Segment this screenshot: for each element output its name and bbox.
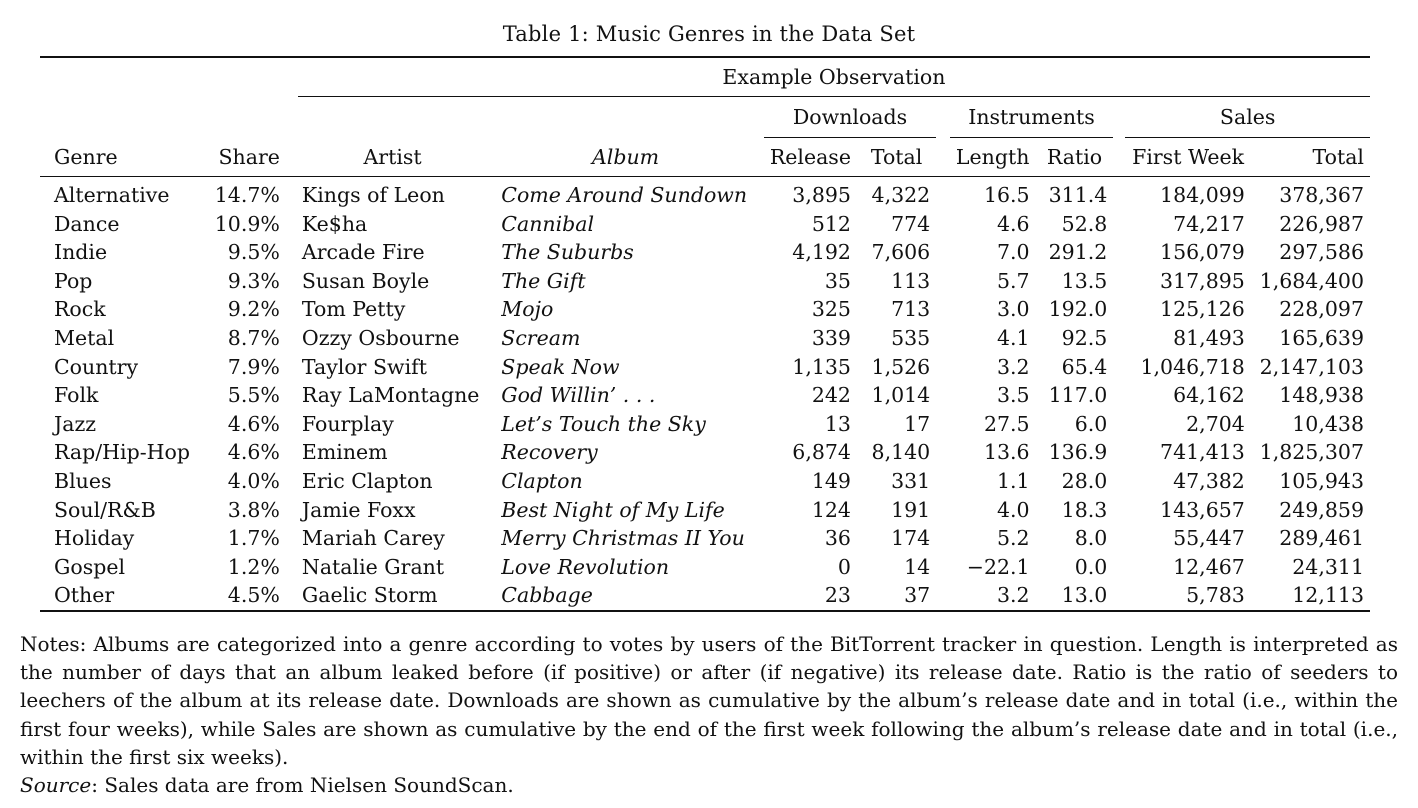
cell-genre: Dance bbox=[54, 211, 120, 236]
cell-release: 149 bbox=[811, 468, 851, 493]
cell-ratio: 311.4 bbox=[1048, 183, 1108, 208]
notes-text: Notes: Albums are categorized into a genre according to votes by users of the BitTorrent tracker in question. Length is interpreted as the number of days that an album leaked before (if positive) or after (if negative) its release date. Ratio is the ratio of seeders to leechers of the album at its release date. Downloads are shown as cumulative by the album’s release date and in total (i.e., within the first four weeks), while Sales are shown as cumulative by the end of the first week following the album’s release date and in total (i.e., within the first six weeks). bbox=[20, 632, 1398, 769]
column-gap bbox=[1113, 324, 1125, 353]
cell-ratio: 52.8 bbox=[1061, 211, 1108, 236]
column-gap bbox=[286, 295, 298, 324]
header-release: Release bbox=[769, 144, 851, 169]
column-gap bbox=[286, 238, 298, 267]
cell-share: 4.6% bbox=[227, 440, 280, 465]
column-gap bbox=[936, 238, 950, 267]
column-gap bbox=[1113, 238, 1125, 267]
cell-album: Love Revolution bbox=[501, 554, 670, 579]
cell-share: 5.5% bbox=[227, 383, 280, 408]
column-gap bbox=[936, 267, 950, 296]
cell-length: 1.1 bbox=[996, 468, 1030, 493]
column-gap bbox=[286, 410, 298, 439]
cell-genre: Rap/Hip-Hop bbox=[54, 440, 190, 465]
table-caption: Table 1: Music Genres in the Data Set bbox=[502, 22, 916, 46]
cell-share: 7.9% bbox=[227, 354, 280, 379]
cell-release: 0 bbox=[837, 554, 851, 579]
cell-album: God Willin’ . . . bbox=[501, 383, 656, 408]
cell-artist: Taylor Swift bbox=[301, 354, 427, 379]
table-row bbox=[40, 496, 1370, 525]
cell-album: The Suburbs bbox=[501, 240, 634, 265]
cell-length: −22.1 bbox=[966, 554, 1030, 579]
cell-sales-total: 378,367 bbox=[1279, 183, 1364, 208]
cell-release: 4,192 bbox=[792, 240, 851, 265]
cell-artist: Ray LaMontagne bbox=[301, 383, 480, 408]
cell-ratio: 6.0 bbox=[1074, 411, 1108, 436]
column-gap bbox=[286, 467, 298, 496]
cell-total: 1,526 bbox=[871, 354, 931, 379]
cell-ratio: 0.0 bbox=[1074, 554, 1108, 579]
table-body bbox=[40, 177, 1370, 611]
header-instruments: Instruments bbox=[950, 97, 1114, 138]
cell-sales-total: 1,825,307 bbox=[1259, 440, 1364, 465]
cell-sales-total: 1,684,400 bbox=[1259, 268, 1364, 293]
column-gap bbox=[286, 267, 298, 296]
cell-release: 242 bbox=[811, 383, 851, 408]
column-gap bbox=[1113, 467, 1125, 496]
table-row bbox=[40, 238, 1370, 267]
cell-first-week: 81,493 bbox=[1173, 326, 1245, 351]
cell-genre: Blues bbox=[54, 468, 112, 493]
cell-first-week: 47,382 bbox=[1173, 468, 1245, 493]
cell-genre: Pop bbox=[54, 268, 93, 293]
cell-album: The Gift bbox=[501, 268, 586, 293]
cell-album: Cannibal bbox=[501, 211, 595, 236]
column-gap bbox=[286, 438, 298, 467]
cell-total: 7,606 bbox=[871, 240, 931, 265]
column-gap bbox=[1113, 410, 1125, 439]
column-gap bbox=[1113, 177, 1125, 210]
cell-ratio: 18.3 bbox=[1061, 497, 1108, 522]
cell-ratio: 291.2 bbox=[1048, 240, 1108, 265]
column-gap bbox=[286, 353, 298, 382]
cell-ratio: 13.5 bbox=[1061, 268, 1108, 293]
cell-share: 9.2% bbox=[227, 297, 280, 322]
column-gap bbox=[936, 381, 950, 410]
header-downloads: Downloads bbox=[764, 97, 936, 138]
column-gap bbox=[1113, 581, 1125, 611]
header-length: Length bbox=[955, 144, 1030, 169]
table-row bbox=[40, 177, 1370, 210]
cell-first-week: 64,162 bbox=[1173, 383, 1245, 408]
cell-ratio: 13.0 bbox=[1061, 583, 1108, 608]
cell-length: 5.7 bbox=[996, 268, 1030, 293]
cell-first-week: 156,079 bbox=[1160, 240, 1245, 265]
cell-release: 124 bbox=[811, 497, 851, 522]
column-gap bbox=[1113, 438, 1125, 467]
table-row bbox=[40, 353, 1370, 382]
cell-total: 14 bbox=[904, 554, 931, 579]
cell-sales-total: 148,938 bbox=[1279, 383, 1364, 408]
cell-total: 37 bbox=[904, 583, 931, 608]
cell-sales-total: 289,461 bbox=[1279, 526, 1364, 551]
cell-share: 14.7% bbox=[214, 183, 280, 208]
cell-share: 9.3% bbox=[227, 268, 280, 293]
cell-share: 4.0% bbox=[227, 468, 280, 493]
cell-first-week: 74,217 bbox=[1173, 211, 1245, 236]
cell-length: 13.6 bbox=[983, 440, 1030, 465]
column-gap bbox=[1113, 353, 1125, 382]
column-gap bbox=[936, 496, 950, 525]
column-gap bbox=[936, 467, 950, 496]
column-gap bbox=[936, 581, 950, 611]
cell-artist: Eminem bbox=[301, 440, 388, 465]
header-artist: Artist bbox=[363, 144, 422, 169]
cell-artist: Tom Petty bbox=[301, 297, 406, 322]
cell-sales-total: 2,147,103 bbox=[1259, 354, 1364, 379]
cell-sales-total: 105,943 bbox=[1279, 468, 1364, 493]
cell-release: 3,895 bbox=[792, 183, 851, 208]
cell-artist: Ke$ha bbox=[301, 211, 368, 236]
column-gap bbox=[286, 553, 298, 582]
cell-length: 7.0 bbox=[996, 240, 1030, 265]
cell-album: Speak Now bbox=[501, 354, 620, 379]
cell-first-week: 184,099 bbox=[1160, 183, 1245, 208]
cell-genre: Other bbox=[54, 583, 115, 608]
cell-ratio: 136.9 bbox=[1048, 440, 1108, 465]
cell-release: 339 bbox=[811, 326, 851, 351]
column-gap bbox=[286, 496, 298, 525]
column-gap bbox=[286, 210, 298, 239]
cell-genre: Rock bbox=[54, 297, 106, 322]
column-gap bbox=[1113, 496, 1125, 525]
cell-share: 4.6% bbox=[227, 411, 280, 436]
column-gap bbox=[1113, 381, 1125, 410]
cell-share: 1.2% bbox=[227, 554, 280, 579]
table-row bbox=[40, 324, 1370, 353]
cell-sales-total: 228,097 bbox=[1279, 297, 1364, 322]
cell-genre: Alternative bbox=[54, 183, 170, 208]
table-row bbox=[40, 438, 1370, 467]
column-gap bbox=[1113, 295, 1125, 324]
header-genre: Genre bbox=[54, 144, 118, 169]
cell-length: 3.2 bbox=[996, 583, 1030, 608]
cell-release: 23 bbox=[824, 583, 851, 608]
cell-artist: Susan Boyle bbox=[301, 268, 430, 293]
cell-total: 174 bbox=[891, 526, 931, 551]
cell-release: 512 bbox=[811, 211, 851, 236]
cell-ratio: 8.0 bbox=[1074, 526, 1108, 551]
column-gap bbox=[936, 438, 950, 467]
cell-artist: Kings of Leon bbox=[301, 183, 445, 208]
column-gap bbox=[286, 581, 298, 611]
cell-length: 3.0 bbox=[996, 297, 1030, 322]
cell-first-week: 143,657 bbox=[1160, 497, 1245, 522]
cell-length: 5.2 bbox=[996, 526, 1030, 551]
table-row bbox=[40, 581, 1370, 611]
cell-first-week: 5,783 bbox=[1186, 583, 1245, 608]
cell-album: Cabbage bbox=[501, 583, 593, 608]
table-row bbox=[40, 267, 1370, 296]
header-album: Album bbox=[591, 144, 660, 169]
source-text: : Sales data are from Nielsen SoundScan. bbox=[91, 773, 514, 798]
cell-length: 27.5 bbox=[983, 411, 1030, 436]
table-row bbox=[40, 553, 1370, 582]
cell-artist: Arcade Fire bbox=[301, 240, 425, 265]
cell-total: 191 bbox=[891, 497, 931, 522]
column-gap bbox=[286, 324, 298, 353]
cell-length: 4.1 bbox=[996, 326, 1030, 351]
cell-total: 535 bbox=[891, 326, 931, 351]
cell-release: 1,135 bbox=[792, 354, 851, 379]
cell-total: 8,140 bbox=[871, 440, 931, 465]
column-gap bbox=[1113, 553, 1125, 582]
header-sales: Sales bbox=[1125, 97, 1370, 138]
cell-first-week: 55,447 bbox=[1173, 526, 1245, 551]
cell-share: 1.7% bbox=[227, 526, 280, 551]
cell-artist: Gaelic Storm bbox=[301, 583, 438, 608]
cell-total: 4,322 bbox=[871, 183, 931, 208]
cell-total: 331 bbox=[891, 468, 931, 493]
column-gap bbox=[936, 210, 950, 239]
column-gap bbox=[936, 553, 950, 582]
cell-album: Come Around Sundown bbox=[501, 183, 748, 208]
column-gap bbox=[936, 324, 950, 353]
cell-album: Scream bbox=[501, 326, 581, 351]
cell-length: 4.6 bbox=[996, 211, 1030, 236]
cell-length: 3.2 bbox=[996, 354, 1030, 379]
cell-sales-total: 226,987 bbox=[1279, 211, 1364, 236]
cell-album: Best Night of My Life bbox=[501, 497, 725, 522]
cell-artist: Fourplay bbox=[301, 411, 394, 436]
table-row bbox=[40, 210, 1370, 239]
cell-share: 8.7% bbox=[227, 326, 280, 351]
table-row bbox=[40, 524, 1370, 553]
cell-ratio: 65.4 bbox=[1061, 354, 1108, 379]
table-header bbox=[40, 57, 1370, 177]
cell-length: 3.5 bbox=[996, 383, 1030, 408]
source-label: Source bbox=[20, 773, 92, 798]
table-row bbox=[40, 381, 1370, 410]
column-gap bbox=[936, 177, 950, 210]
cell-artist: Jamie Foxx bbox=[301, 497, 416, 522]
cell-first-week: 1,046,718 bbox=[1140, 354, 1245, 379]
cell-sales-total: 12,113 bbox=[1292, 583, 1364, 608]
column-gap bbox=[936, 410, 950, 439]
cell-ratio: 192.0 bbox=[1048, 297, 1108, 322]
cell-release: 13 bbox=[824, 411, 851, 436]
table-row bbox=[40, 467, 1370, 496]
header-example-observation: Example Observation bbox=[298, 58, 1370, 97]
column-gap bbox=[1113, 210, 1125, 239]
column-gap bbox=[936, 295, 950, 324]
cell-ratio: 92.5 bbox=[1061, 326, 1108, 351]
column-gap bbox=[286, 524, 298, 553]
cell-share: 9.5% bbox=[227, 240, 280, 265]
cell-album: Recovery bbox=[501, 440, 598, 465]
column-gap bbox=[286, 177, 298, 210]
cell-total: 113 bbox=[891, 268, 931, 293]
cell-genre: Jazz bbox=[54, 411, 97, 436]
cell-total: 17 bbox=[904, 411, 931, 436]
cell-share: 10.9% bbox=[214, 211, 280, 236]
cell-artist: Natalie Grant bbox=[301, 554, 445, 579]
cell-total: 1,014 bbox=[871, 383, 931, 408]
cell-sales-total: 10,438 bbox=[1292, 411, 1364, 436]
cell-genre: Indie bbox=[54, 240, 108, 265]
cell-genre: Country bbox=[54, 354, 139, 379]
cell-album: Clapton bbox=[501, 468, 583, 493]
source-line bbox=[20, 771, 1398, 799]
header-ratio: Ratio bbox=[1046, 144, 1103, 169]
column-gap bbox=[1113, 524, 1125, 553]
cell-ratio: 117.0 bbox=[1048, 383, 1108, 408]
cell-release: 35 bbox=[824, 268, 851, 293]
cell-sales-total: 249,859 bbox=[1279, 497, 1364, 522]
cell-total: 713 bbox=[891, 297, 931, 322]
cell-ratio: 28.0 bbox=[1061, 468, 1108, 493]
cell-genre: Soul/R&B bbox=[54, 497, 156, 522]
cell-artist: Eric Clapton bbox=[301, 468, 433, 493]
cell-album: Let’s Touch the Sky bbox=[501, 411, 706, 436]
header-first-week: First Week bbox=[1132, 144, 1245, 169]
cell-first-week: 741,413 bbox=[1160, 440, 1245, 465]
header-sales-total: Total bbox=[1312, 144, 1364, 169]
cell-album: Merry Christmas II You bbox=[501, 526, 745, 551]
cell-genre: Holiday bbox=[54, 526, 135, 551]
column-gap bbox=[936, 524, 950, 553]
table-row bbox=[40, 410, 1370, 439]
cell-genre: Metal bbox=[54, 326, 115, 351]
cell-album: Mojo bbox=[501, 297, 554, 322]
cell-artist: Ozzy Osbourne bbox=[301, 326, 460, 351]
column-gap bbox=[936, 353, 950, 382]
cell-length: 16.5 bbox=[983, 183, 1030, 208]
column-gap bbox=[1113, 267, 1125, 296]
column-gap bbox=[286, 381, 298, 410]
cell-first-week: 125,126 bbox=[1160, 297, 1245, 322]
cell-first-week: 2,704 bbox=[1186, 411, 1245, 436]
cell-sales-total: 24,311 bbox=[1292, 554, 1364, 579]
cell-first-week: 12,467 bbox=[1173, 554, 1245, 579]
cell-artist: Mariah Carey bbox=[301, 526, 445, 551]
cell-release: 6,874 bbox=[792, 440, 851, 465]
cell-total: 774 bbox=[891, 211, 931, 236]
table-notes bbox=[20, 630, 1398, 799]
cell-sales-total: 297,586 bbox=[1279, 240, 1364, 265]
cell-release: 36 bbox=[824, 526, 851, 551]
cell-release: 325 bbox=[811, 297, 851, 322]
cell-genre: Gospel bbox=[54, 554, 126, 579]
cell-sales-total: 165,639 bbox=[1279, 326, 1364, 351]
cell-genre: Folk bbox=[54, 383, 99, 408]
header-share: Share bbox=[218, 144, 280, 169]
genre-table bbox=[40, 56, 1370, 612]
cell-first-week: 317,895 bbox=[1160, 268, 1245, 293]
cell-share: 4.5% bbox=[227, 583, 280, 608]
cell-length: 4.0 bbox=[996, 497, 1030, 522]
header-downloads-total: Total bbox=[870, 144, 923, 169]
cell-share: 3.8% bbox=[227, 497, 280, 522]
table-row bbox=[40, 295, 1370, 324]
